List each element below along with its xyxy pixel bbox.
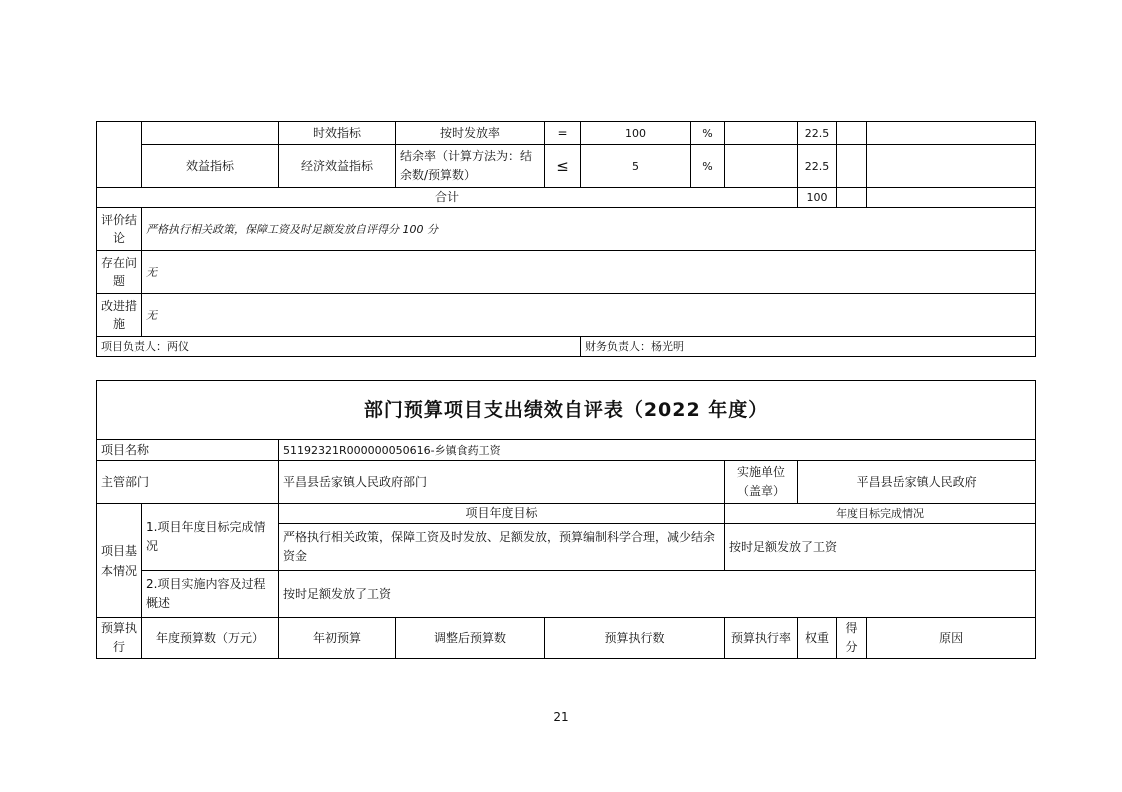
total-score: 100 (798, 188, 837, 208)
goal-label: 1.项目年度目标完成情况 (142, 504, 279, 571)
unit-value: 平昌县岳家镇人民政府 (798, 461, 1036, 504)
budget-label: 年度预算数（万元） (142, 618, 279, 659)
total-blank (867, 188, 1036, 208)
score-value: 22.5 (798, 145, 837, 188)
goal-status-header: 年度目标完成情况 (725, 504, 1036, 524)
deduct-cell (837, 122, 867, 145)
target-value: 5 (581, 145, 691, 188)
unit-label: 实施单位（盖章） (725, 461, 798, 504)
basic-info-label: 项目基本情况 (97, 504, 142, 618)
finance-lead: 财务负责人：杨光明 (581, 337, 1036, 357)
level3-indicator: 结余率（计算方法为：结余数/预算数） (396, 145, 545, 188)
level1-blank-cell (97, 122, 142, 188)
problems-label: 存在问题 (97, 251, 142, 294)
project-lead: 项目负责人：两仪 (97, 337, 581, 357)
content-label: 2.项目实施内容及过程概述 (142, 571, 279, 618)
reason-cell (867, 145, 1036, 188)
project-name-value: 51192321R000000050616-乡镇食药工资 (279, 440, 1036, 461)
total-blank (837, 188, 867, 208)
level1-blank-cell (142, 122, 279, 145)
page-number: 21 (553, 710, 569, 724)
reason-cell (867, 122, 1036, 145)
exec-label: 预算执行 (97, 618, 142, 659)
goal-status: 按时足额发放了工资 (725, 524, 1036, 571)
operator: = (545, 122, 581, 145)
form-title: 部门预算项目支出绩效自评表（2022 年度） (97, 381, 1036, 440)
level1-indicator: 效益指标 (142, 145, 279, 188)
actual-value (725, 145, 798, 188)
level3-indicator: 按时发放率 (396, 122, 545, 145)
content-text: 按时足额发放了工资 (279, 571, 1036, 618)
measures-label: 改进措施 (97, 294, 142, 337)
dept-label: 主管部门 (97, 461, 279, 504)
initial-budget-header: 年初预算 (279, 618, 396, 659)
level2-indicator: 经济效益指标 (279, 145, 396, 188)
unit: % (691, 122, 725, 145)
measures-value: 无 (142, 294, 1036, 337)
actual-value (725, 122, 798, 145)
dept-value: 平昌县岳家镇人民政府部门 (279, 461, 725, 504)
exec-amount-header: 预算执行数 (545, 618, 725, 659)
conclusion-label: 评价结论 (97, 208, 142, 251)
self-evaluation-form (96, 380, 1036, 659)
goal-header: 项目年度目标 (279, 504, 725, 524)
level2-indicator: 时效指标 (279, 122, 396, 145)
reason-header: 原因 (867, 618, 1036, 659)
goal-text: 严格执行相关政策，保障工资及时发放、足额发放，预算编制科学合理，减少结余资金 (279, 524, 725, 571)
project-name-label: 项目名称 (97, 440, 279, 461)
adjusted-budget-header: 调整后预算数 (396, 618, 545, 659)
score-value: 22.5 (798, 122, 837, 145)
weight-header: 权重 (798, 618, 837, 659)
performance-indicator-table (96, 121, 1036, 357)
score-header: 得分 (837, 618, 867, 659)
operator: ≤ (545, 145, 581, 188)
exec-rate-header: 预算执行率 (725, 618, 798, 659)
conclusion-value: 严格执行相关政策，保障工资及时足额发放自评得分 100 分 (142, 208, 1036, 251)
total-label: 合计 (97, 188, 798, 208)
target-value: 100 (581, 122, 691, 145)
problems-value: 无 (142, 251, 1036, 294)
deduct-cell (837, 145, 867, 188)
unit: % (691, 145, 725, 188)
